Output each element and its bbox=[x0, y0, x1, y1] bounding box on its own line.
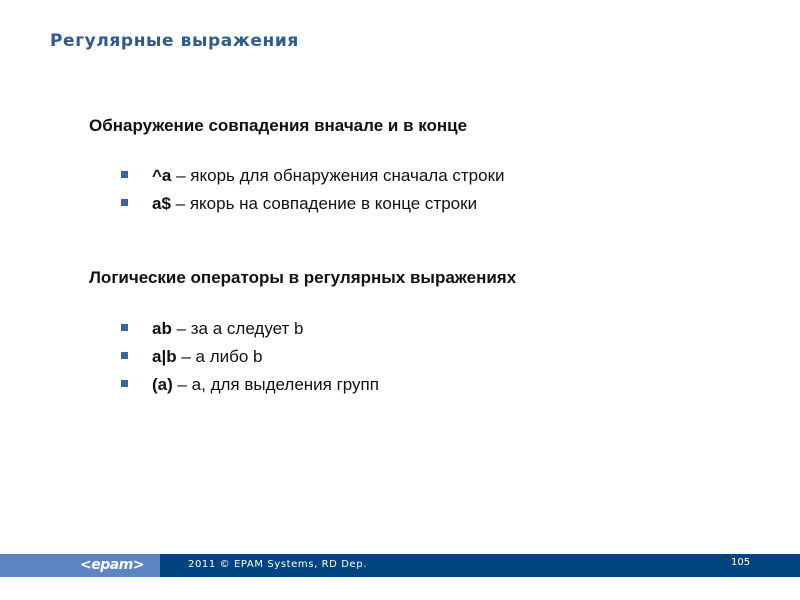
list-item-text bbox=[152, 315, 303, 343]
footer-copyright: 2011 © EPAM Systems, RD Dep. bbox=[188, 559, 368, 570]
regex-description: – якорь для обнаружения сначала строки bbox=[171, 166, 505, 185]
footer-bar bbox=[0, 554, 800, 577]
regex-description: – якорь на совпадение в конце строки bbox=[170, 194, 478, 213]
footer-logo-area bbox=[0, 554, 160, 577]
square-bullet-icon bbox=[121, 380, 128, 387]
square-bullet-icon bbox=[121, 352, 128, 359]
page-number: 105 bbox=[731, 557, 751, 568]
square-bullet-icon bbox=[121, 324, 128, 331]
section-heading-logical-operators: Логические операторы в регулярных выражениях bbox=[89, 268, 517, 287]
slide-title: Регулярные выражения bbox=[50, 31, 299, 51]
regex-term: (a) bbox=[152, 375, 173, 394]
regex-term: a$ bbox=[152, 194, 171, 213]
list-item-text bbox=[152, 190, 477, 218]
epam-logo: <epam> bbox=[80, 557, 145, 573]
list-item-text bbox=[152, 162, 505, 190]
list-item-text bbox=[152, 343, 262, 371]
square-bullet-icon bbox=[121, 199, 128, 206]
regex-term: ab bbox=[152, 319, 172, 338]
regex-description: – а, для выделения групп bbox=[172, 375, 379, 394]
square-bullet-icon bbox=[121, 171, 128, 178]
list-item-text bbox=[152, 371, 379, 399]
regex-description: – а либо b bbox=[176, 347, 263, 366]
regex-term: ^a bbox=[152, 166, 172, 185]
section-heading-anchors: Обнаружение совпадения вначале и в конце bbox=[89, 116, 468, 135]
regex-term: a|b bbox=[152, 347, 177, 366]
regex-description: – за а следует b bbox=[171, 319, 304, 338]
